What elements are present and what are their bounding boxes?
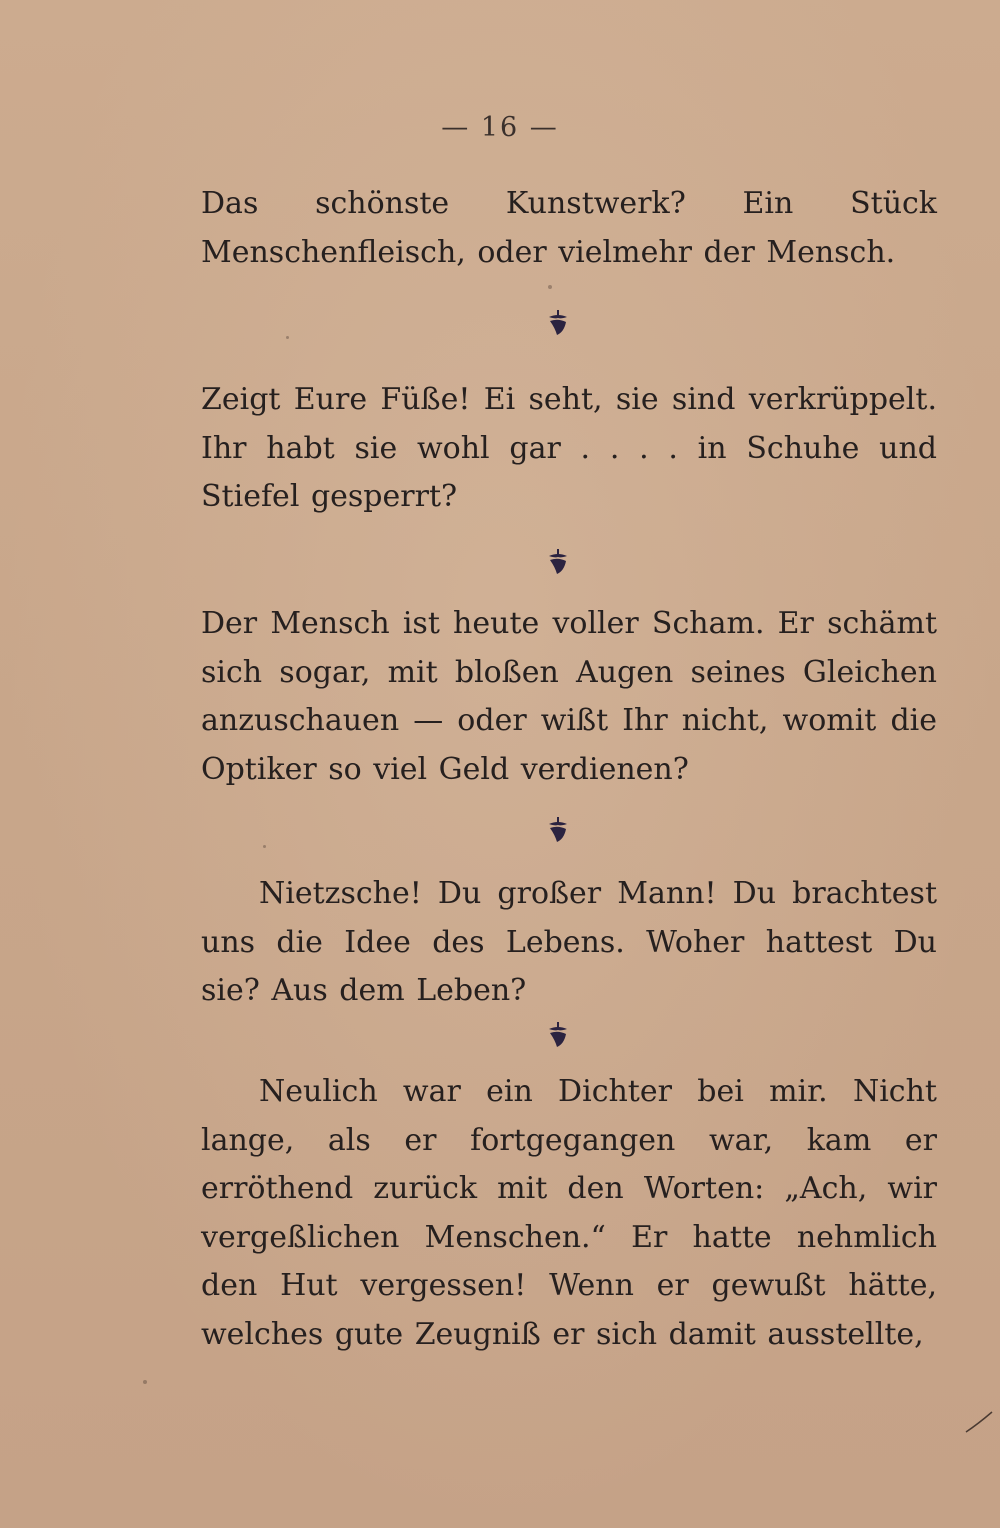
paragraph-nietzsche: Nietzsche! Du großer Mann! Du brachtest uns die Idee des Lebens. Woher hattest Du sie? Aus dem Leben? [201,876,937,1008]
leaf-fleuron-icon [545,815,571,845]
section-ornament [0,308,1000,338]
leaf-fleuron-icon [545,547,571,577]
section-ornament [0,1020,1000,1050]
section-ornament [0,547,1000,577]
paragraph-dichter: Neulich war ein Dichter bei mir. Nicht lange, als er fortgegangen war, kam er erröthend zurück mit den Worten: „Ach, wir vergeßlichen Menschen.“ Er hatte nehmlich den Hut vergessen! Wenn er gewußt hätte, welches gute Zeugniß er sich damit ausstellte, [201,1074,937,1352]
paper-speck [286,336,289,339]
page-number: — 16 — [441,112,559,143]
leaf-fleuron-icon [545,308,571,338]
paper-speck [263,845,266,848]
section-ornament [0,815,1000,845]
paragraph-scham: Der Mensch ist heute voller Scham. Er schämt sich sogar, mit bloßen Augen seines Gleichen anzuschauen — oder wißt Ihr nicht, womit die Optiker so viel Geld verdienen? [201,606,937,787]
paper-speck [548,285,552,289]
paper-speck [143,1380,147,1384]
corner-scratch-mark [964,1406,994,1436]
leaf-fleuron-icon [545,1020,571,1050]
paragraph-fuesse: Zeigt Eure Füße! Ei seht, sie sind verkrüppelt. Ihr habt sie wohl gar . . . . in Schuhe und Stiefel gesperrt? [201,382,937,514]
paragraph-kunstwerk: Das schönste Kunstwerk? Ein Stück Menschenfleisch, oder vielmehr der Mensch. [201,186,937,270]
